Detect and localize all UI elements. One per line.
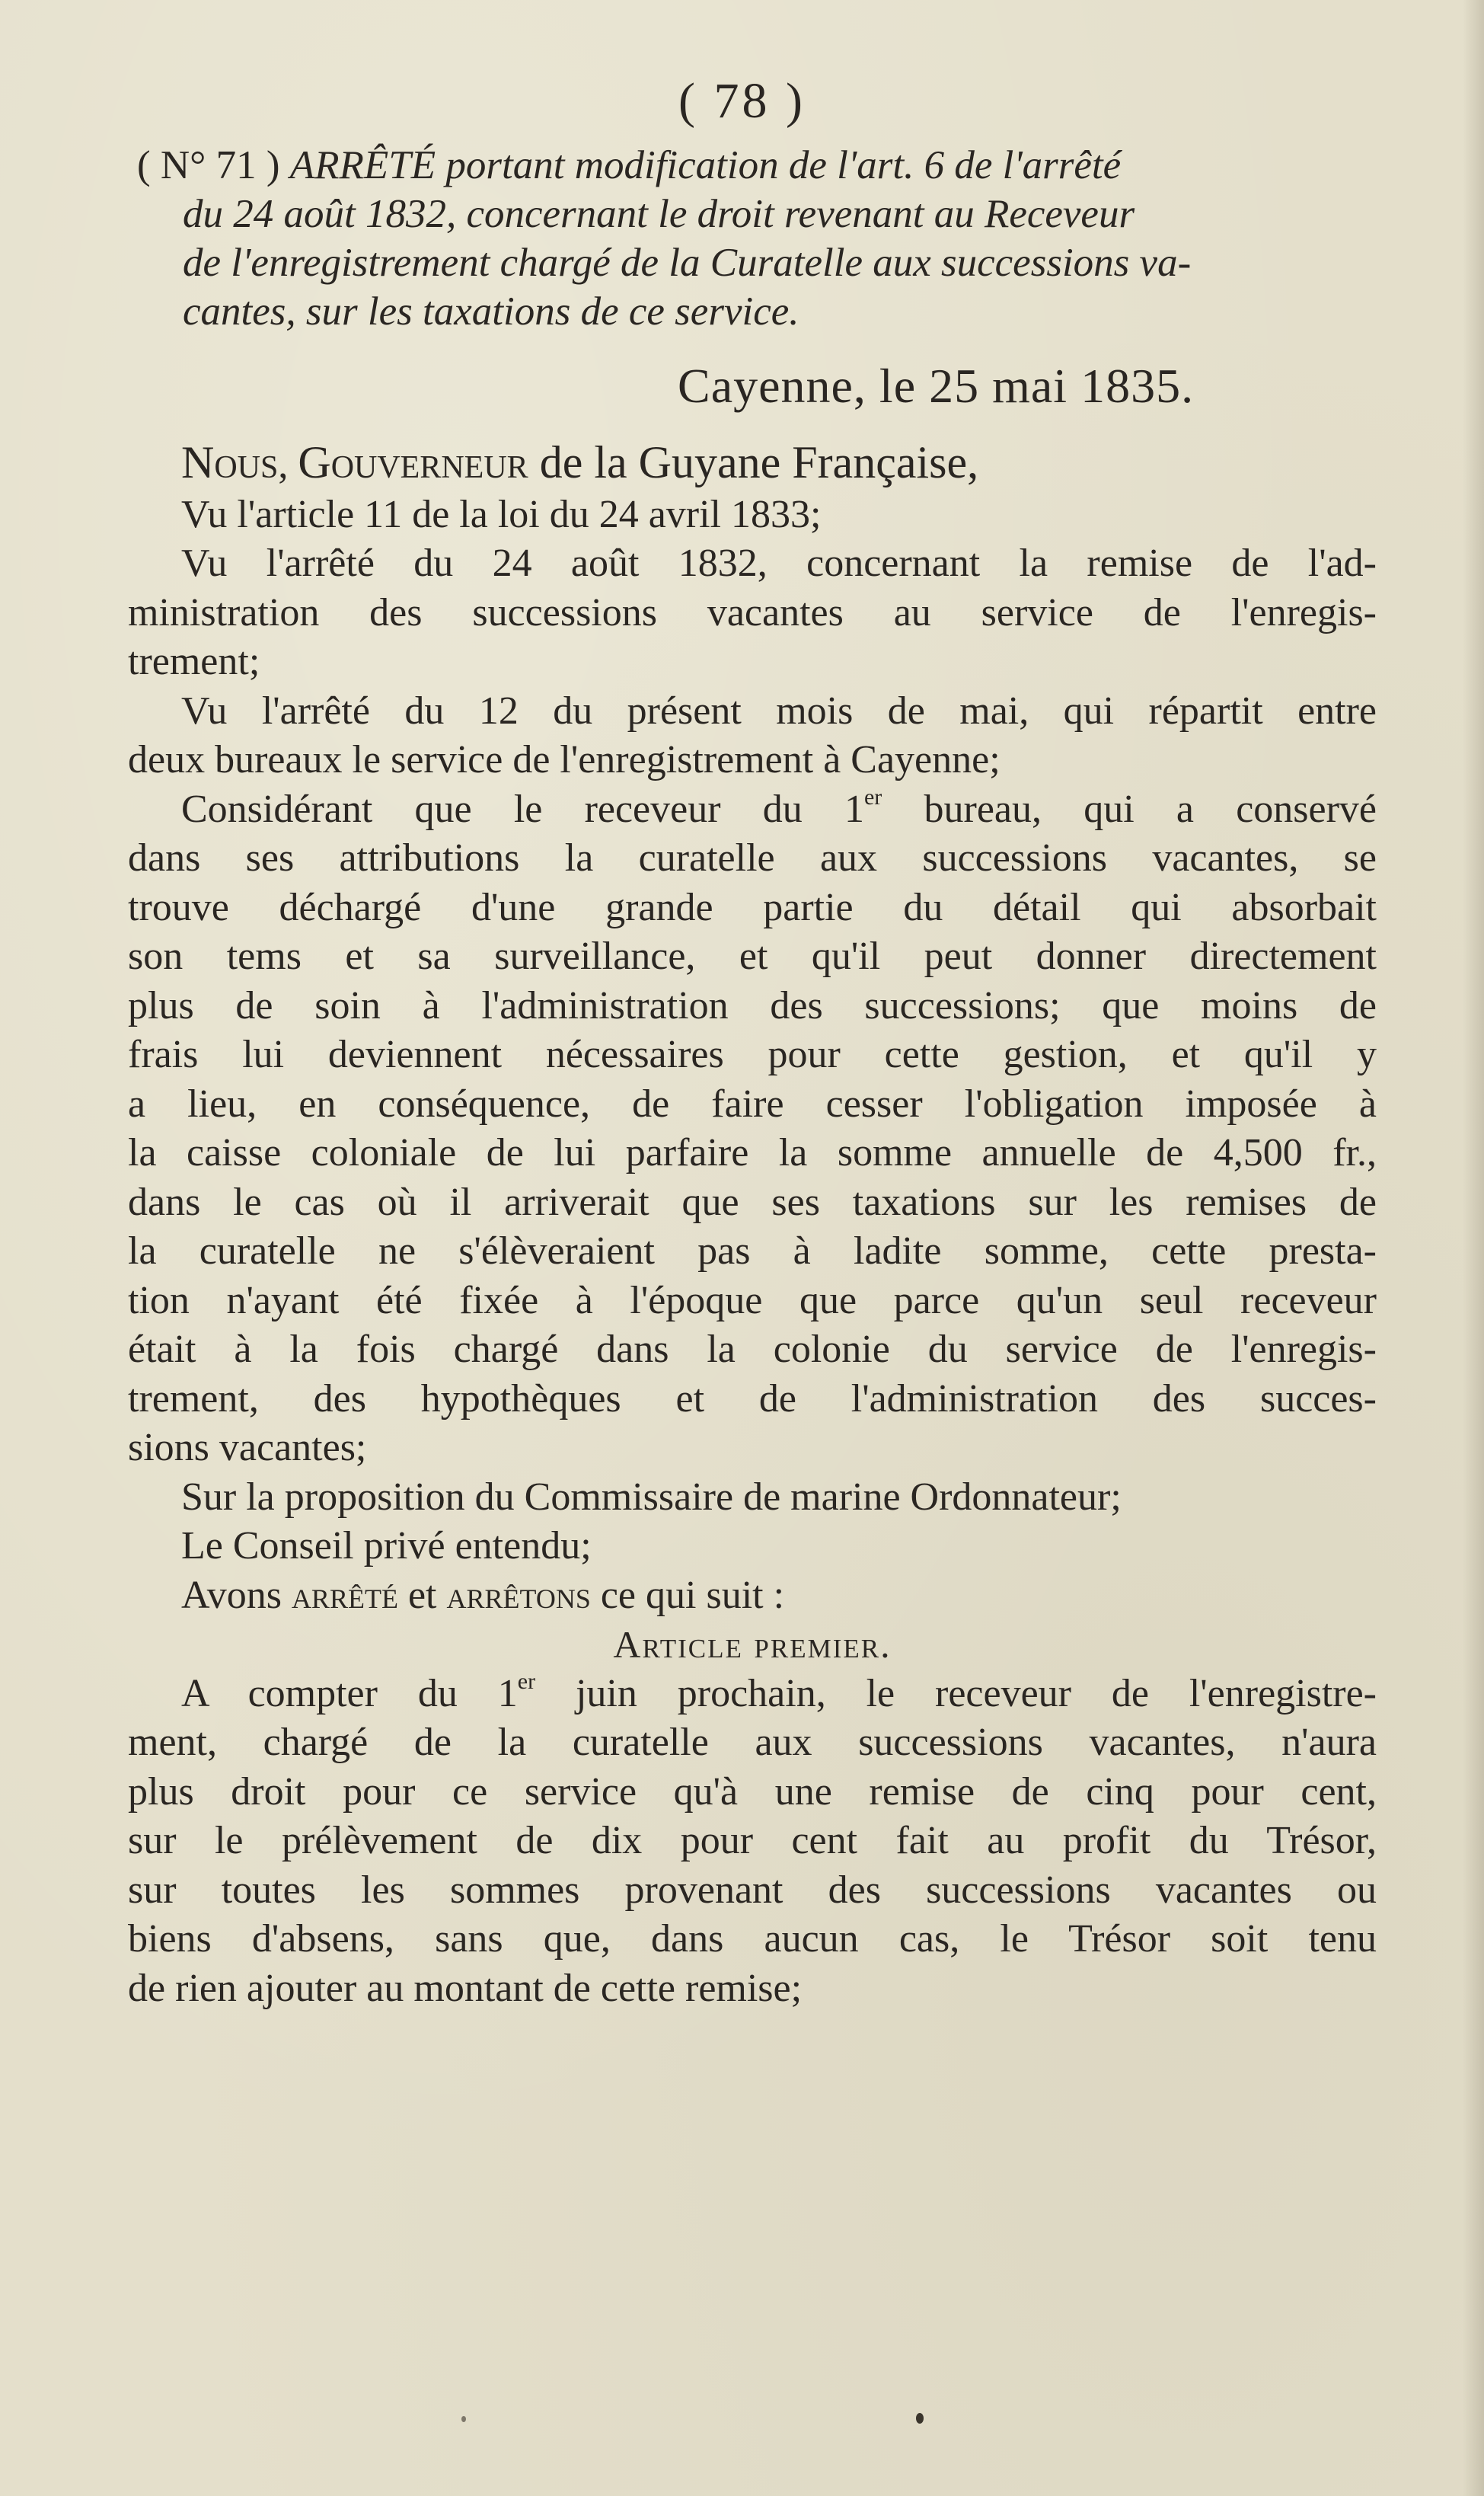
article-line: de rien ajouter au montant de cette remise; [128, 1966, 803, 2010]
body-line: deux bureaux le service de l'enregistrement à Cayenne; [128, 738, 1001, 781]
article-line: sur toutes les sommes provenant des successions vacantes ou [128, 1868, 1377, 1912]
intro-nous: Nous [181, 437, 279, 487]
article-first-sup: er [517, 1669, 536, 1695]
body-line: Sur la proposition du Commissaire de marine Ordonnateur; [181, 1475, 1122, 1519]
body-line: Vu l'article 11 de la loi du 24 avril 1833; [181, 492, 822, 536]
decree-number: ( N° 71 ) [137, 143, 280, 187]
article-title: Article premier. [613, 1623, 892, 1666]
article-line: sur le prélèvement de dix pour cent fait au profit du Trésor, [128, 1819, 1377, 1862]
heading-title-line: de l'enregistrement chargé de la Curatelle aux successions va- [183, 241, 1192, 285]
body-line: Vu l'arrêté du 24 août 1832, concernant la remise de l'ad- [181, 542, 1377, 585]
intro-gouverneur: Gouverneur [298, 437, 528, 487]
page-number: ( 78 ) [678, 73, 806, 129]
body-line: la curatelle ne s'élèveraient pas à ladite somme, cette presta- [128, 1229, 1377, 1273]
body-line: son tems et sa surveillance, et qu'il peut donner directement [128, 935, 1377, 978]
intro-rest: de la Guyane Française, [528, 437, 979, 487]
avons-mid: et [397, 1573, 447, 1617]
avons-arrete: arrêté [291, 1573, 398, 1617]
decree-body [128, 438, 1377, 2013]
body-line: Vu l'arrêté du 12 du présent mois de mai, qui répartit entre [181, 689, 1377, 733]
body-line: trement; [128, 640, 260, 683]
page-gutter-shadow [1463, 0, 1484, 2496]
preamble-line [128, 438, 1377, 491]
body-line: frais lui deviennent nécessaires pour cette gestion, et qu'il y [128, 1033, 1377, 1076]
body-line: dans ses attributions la curatelle aux successions vacantes, se [128, 836, 1377, 880]
body-line: Le Conseil privé entendu; [181, 1524, 592, 1568]
avons-pre: Avons [181, 1573, 292, 1617]
considerant-line [128, 785, 1377, 835]
heading-title-line: ARRÊTÉ portant modification de l'art. 6 de l'arrêté [289, 143, 1122, 187]
body-line: trement, des hypothèques et de l'administration des succes- [128, 1376, 1377, 1421]
article-line: plus droit pour ce service qu'à une remise de cinq pour cent, [128, 1769, 1377, 1814]
article-line [128, 1670, 1377, 1719]
body-line: a lieu, en conséquence, de faire cesser l'obligation imposée à [128, 1082, 1377, 1126]
body-line: tion n'ayant été fixée à l'époque que parce qu'un seul receveur [128, 1278, 1377, 1322]
heading-title-line: cantes, sur les taxations de ce service. [183, 289, 799, 334]
body-line: ministration des successions vacantes au service de l'enregis- [128, 590, 1377, 634]
article-first-post: juin prochain, le receveur de l'enregistre- [535, 1671, 1377, 1715]
heading-line-1 [137, 141, 1386, 190]
considerant-pre: Considérant que le receveur du 1 [181, 787, 864, 831]
article-line: biens d'absens, sans que, dans aucun cas, le Trésor soit tenu [128, 1917, 1377, 1961]
avons-line [128, 1571, 1377, 1621]
considerant-sup: er [863, 785, 882, 810]
body-line: dans le cas où il arriverait que ses taxations sur les remises de [128, 1180, 1377, 1224]
considerant-post: bureau, qui a conservé [882, 787, 1377, 831]
intro-separator: , [278, 443, 298, 487]
body-line: plus de soin à l'administration des successions; que moins de [128, 983, 1377, 1027]
body-line: sions vacantes; [128, 1426, 367, 1469]
avons-post: ce qui suit : [590, 1573, 785, 1617]
article-line: ment, chargé de la curatelle aux successions vacantes, n'aura [128, 1721, 1377, 1764]
body-line: la caisse coloniale de lui parfaire la somme annuelle de 4,500 fr., [128, 1131, 1377, 1174]
ink-speck [461, 2416, 466, 2422]
article-first-pre: A compter du 1 [181, 1671, 518, 1715]
heading-title-line: du 24 août 1832, concernant le droit revenant au Receveur [183, 192, 1135, 236]
avons-arretons: arrêtons [446, 1573, 591, 1617]
decree-heading [137, 141, 1386, 336]
body-line: trouve déchargé d'une grande partie du détail qui absorbait [128, 885, 1377, 929]
body-line: était à la fois chargé dans la colonie du service de l'enregis- [128, 1328, 1377, 1371]
ink-speck [916, 2413, 924, 2424]
dateline: Cayenne, le 25 mai 1835. [678, 359, 1195, 413]
